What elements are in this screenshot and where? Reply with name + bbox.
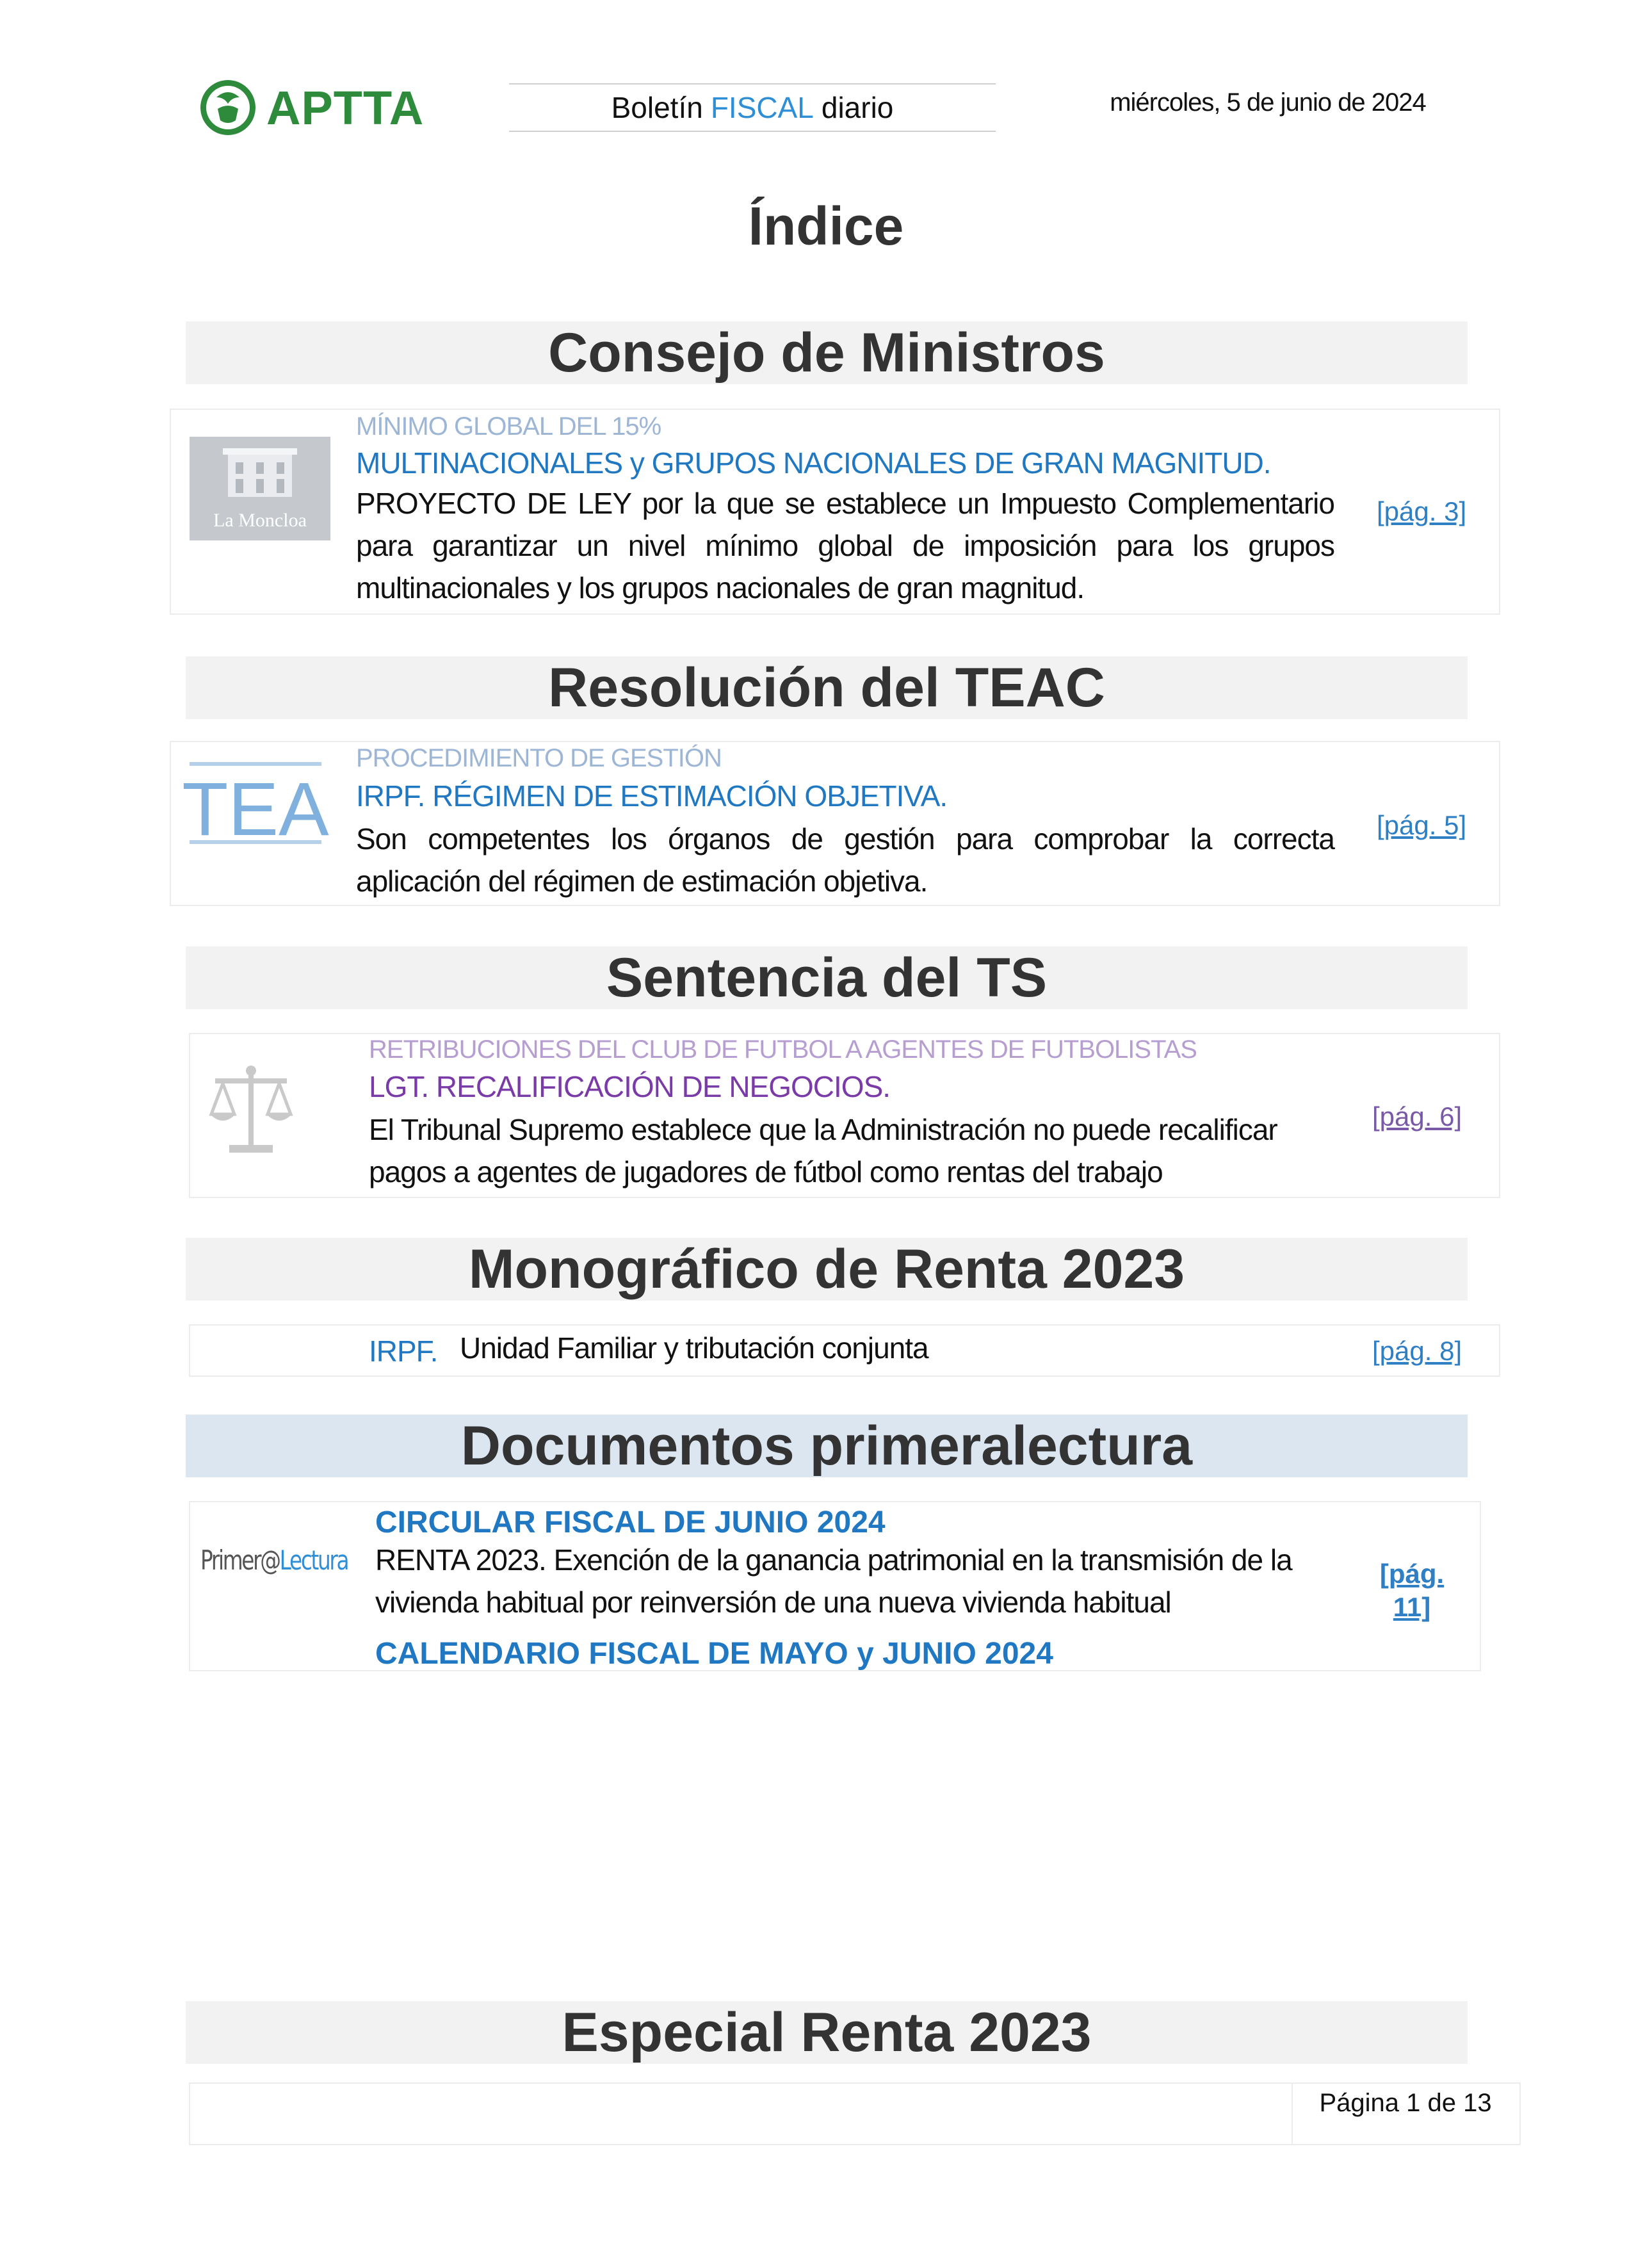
page-link-consejo[interactable]: [pág. 3] bbox=[1377, 496, 1467, 526]
moncloa-label: La Moncloa bbox=[213, 510, 307, 531]
item-body: RENTA 2023. Exención de la ganancia patrimonial en la transmisión de la vivienda habitual por reinversión de una nueva vivienda habitual bbox=[375, 1543, 1292, 1619]
item-kicker: RETRIBUCIONES DEL CLUB DE FUTBOL A AGENTES DE FUTBOLISTAS bbox=[369, 1035, 1197, 1064]
footer-divider bbox=[1292, 2082, 1293, 2144]
document-title-circular[interactable]: CIRCULAR FISCAL DE JUNIO 2024 bbox=[375, 1505, 886, 1539]
scales-of-justice-icon bbox=[206, 1063, 296, 1159]
moncloa-image bbox=[190, 437, 330, 540]
section-heading-teac: Resolución del TEAC bbox=[186, 656, 1468, 719]
item-headline: MULTINACIONALES y GRUPOS NACIONALES DE GRAN MAGNITUD. bbox=[356, 446, 1271, 480]
tea-logo-icon bbox=[182, 756, 329, 852]
page-link-line1[interactable]: [pág. bbox=[1379, 1559, 1445, 1589]
page-link-teac[interactable]: [pág. 5] bbox=[1377, 810, 1467, 840]
logo-text: APTTA bbox=[266, 81, 425, 134]
section-heading-ts: Sentencia del TS bbox=[186, 946, 1468, 1009]
bulletin-suffix: diario bbox=[821, 91, 894, 124]
tea-logo bbox=[182, 756, 329, 852]
page-link-line2[interactable]: 11] bbox=[1393, 1592, 1431, 1622]
item-body: El Tribunal Supremo establece que la Administración no puede recalificar pagos a agentes de jugadores de fútbol como rentas del trabajo bbox=[369, 1113, 1277, 1188]
tea-label: TEA bbox=[182, 767, 329, 852]
logo-prefix: Primer@ bbox=[200, 1545, 280, 1576]
item-kicker: MÍNIMO GLOBAL DEL 15% bbox=[356, 412, 661, 441]
bulletin-highlight: FISCAL bbox=[710, 91, 814, 124]
section-heading-especial: Especial Renta 2023 bbox=[186, 2001, 1468, 2064]
document-title-calendario[interactable]: CALENDARIO FISCAL DE MAYO y JUNIO 2024 bbox=[375, 1637, 1053, 1671]
item-body: PROYECTO DE LEY por la que se establece un Impuesto Complementario para garantizar un nivel mínimo global de imposición para los grupos multinacionales y los grupos nacionales de gran magnitud. bbox=[356, 487, 1334, 604]
section-heading-documentos: Documentos primeralectura bbox=[186, 1415, 1468, 1477]
item-label: IRPF. bbox=[369, 1334, 438, 1368]
logo-suffix: Lectura bbox=[279, 1545, 348, 1576]
item-headline: LGT. RECALIFICACIÓN DE NEGOCIOS. bbox=[369, 1070, 891, 1103]
aptta-logo-icon bbox=[198, 78, 257, 137]
moncloa-building-icon bbox=[190, 437, 330, 540]
page-link-ts[interactable]: [pág. 6] bbox=[1372, 1101, 1462, 1132]
item-body: Unidad Familiar y tributación conjunta bbox=[460, 1331, 928, 1365]
page-indicator: Página 1 de 13 bbox=[1319, 2089, 1492, 2117]
section-heading-monografico: Monográfico de Renta 2023 bbox=[186, 1238, 1468, 1301]
page-link-monografico[interactable]: [pág. 8] bbox=[1372, 1336, 1462, 1366]
item-body: Son competentes los órganos de gestión para comprobar la correcta aplicación del régimen de estimación objetiva. bbox=[356, 822, 1334, 898]
item-headline: IRPF. RÉGIMEN DE ESTIMACIÓN OBJETIVA. bbox=[356, 779, 948, 813]
page-title: Índice bbox=[748, 196, 904, 256]
item-kicker: PROCEDIMIENTO DE GESTIÓN bbox=[356, 744, 722, 772]
section-heading-consejo: Consejo de Ministros bbox=[186, 321, 1468, 384]
scales-image bbox=[206, 1063, 296, 1159]
primeralectura-logo bbox=[200, 1545, 348, 1576]
publication-date: miércoles, 5 de junio de 2024 bbox=[1110, 88, 1426, 117]
aptta-logo bbox=[198, 76, 467, 140]
page-link-documentos[interactable] bbox=[1370, 1557, 1454, 1624]
bulletin-title bbox=[509, 83, 996, 132]
bulletin-prefix: Boletín bbox=[611, 91, 703, 124]
